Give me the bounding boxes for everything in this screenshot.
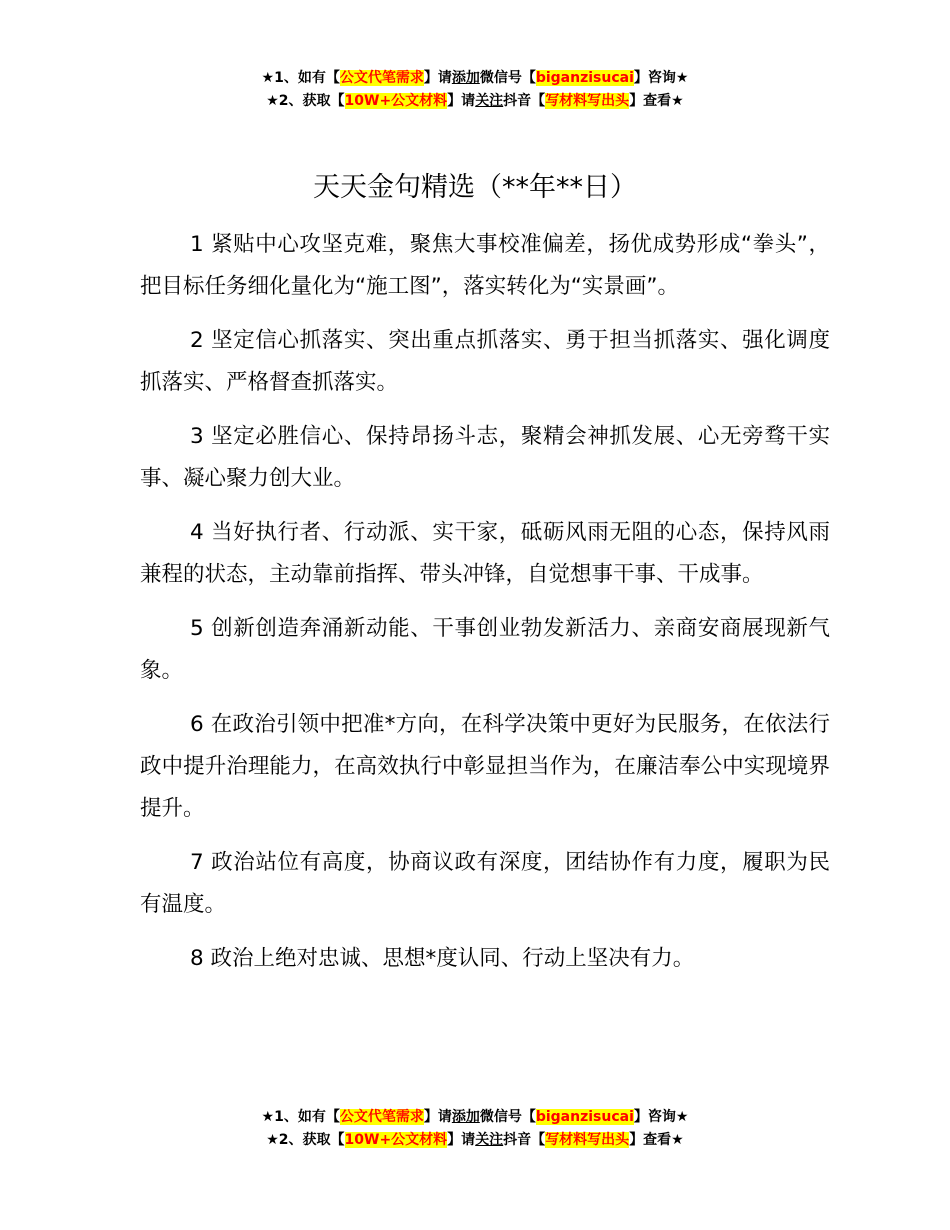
paragraph-4: 4 当好执行者、行动派、实干家，砥砺风雨无阻的心态，保持风雨兼程的状态，主动靠前指挥、带头冲锋，自觉想事干事、干成事。	[140, 520, 830, 587]
highlight-account: 写材料写出头	[545, 93, 630, 109]
highlight-wechat-id: biganzisucai	[535, 70, 634, 86]
banner-line-1	[0, 1106, 950, 1129]
highlight-service: 公文代笔需求	[339, 1109, 424, 1125]
paragraph-6: 6 在政治引领中把准*方向，在科学决策中更好为民服务，在依法行政中提升治理能力，在高效执行中彰显担当作为，在廉洁奉公中实现境界提升。	[140, 712, 830, 821]
banner-text: ★2、获取【	[266, 93, 345, 109]
underlined-text: 添加	[451, 1109, 480, 1125]
banner-line-2	[0, 90, 950, 113]
banner-text: 】请	[423, 70, 452, 86]
banner-text: 】查看★	[629, 93, 684, 109]
underlined-text: 关注	[475, 1132, 504, 1148]
banner-text: 微信号【	[479, 70, 536, 86]
banner-text: ★1、如有【	[261, 70, 340, 86]
banner-text: 】请	[423, 1109, 452, 1125]
highlight-service: 公文代笔需求	[339, 70, 424, 86]
banner-text: ★2、获取【	[266, 1132, 345, 1148]
header-banner	[0, 67, 950, 113]
highlight-wechat-id: biganzisucai	[535, 1109, 634, 1125]
paragraph-5: 5 创新创造奔涌新动能、干事创业勃发新活力、亲商安商展现新气象。	[140, 616, 830, 683]
underlined-text: 关注	[475, 93, 504, 109]
banner-text: 】咨询★	[633, 70, 689, 86]
banner-text: 抖音【	[503, 93, 546, 109]
paragraph-8: 8 政治上绝对忠诚、思想*度认同、行动上坚决有力。	[190, 946, 695, 971]
banner-text: 】请	[447, 93, 476, 109]
highlight-account: 写材料写出头	[545, 1132, 630, 1148]
highlight-materials: 10W+公文材料	[344, 93, 448, 109]
banner-text: 】请	[447, 1132, 476, 1148]
banner-line-2	[0, 1129, 950, 1152]
banner-text: 】查看★	[629, 1132, 684, 1148]
banner-text: ★1、如有【	[261, 1109, 340, 1125]
banner-text: 】咨询★	[633, 1109, 689, 1125]
page-title: 天天金句精选（**年**日）	[313, 172, 637, 203]
paragraph-2: 2 坚定信心抓落实、突出重点抓落实、勇于担当抓落实、强化调度抓落实、严格督查抓落实。	[140, 328, 830, 395]
paragraph-1: 1 紧贴中心攻坚克难，聚焦大事校准偏差，扬优成势形成“拳头”，把目标任务细化量化为“施工图”，落实转化为“实景画”。	[140, 232, 830, 299]
paragraph-7: 7 政治站位有高度，协商议政有深度，团结协作有力度，履职为民有温度。	[140, 850, 830, 917]
banner-text: 微信号【	[479, 1109, 536, 1125]
banner-line-1	[0, 67, 950, 90]
document-body	[140, 224, 830, 992]
footer-banner	[0, 1106, 950, 1152]
paragraph-3: 3 坚定必胜信心、保持昂扬斗志，聚精会神抓发展、心无旁骛干实事、凝心聚力创大业。	[140, 424, 830, 491]
underlined-text: 添加	[451, 70, 480, 86]
banner-text: 抖音【	[503, 1132, 546, 1148]
highlight-materials: 10W+公文材料	[344, 1132, 448, 1148]
